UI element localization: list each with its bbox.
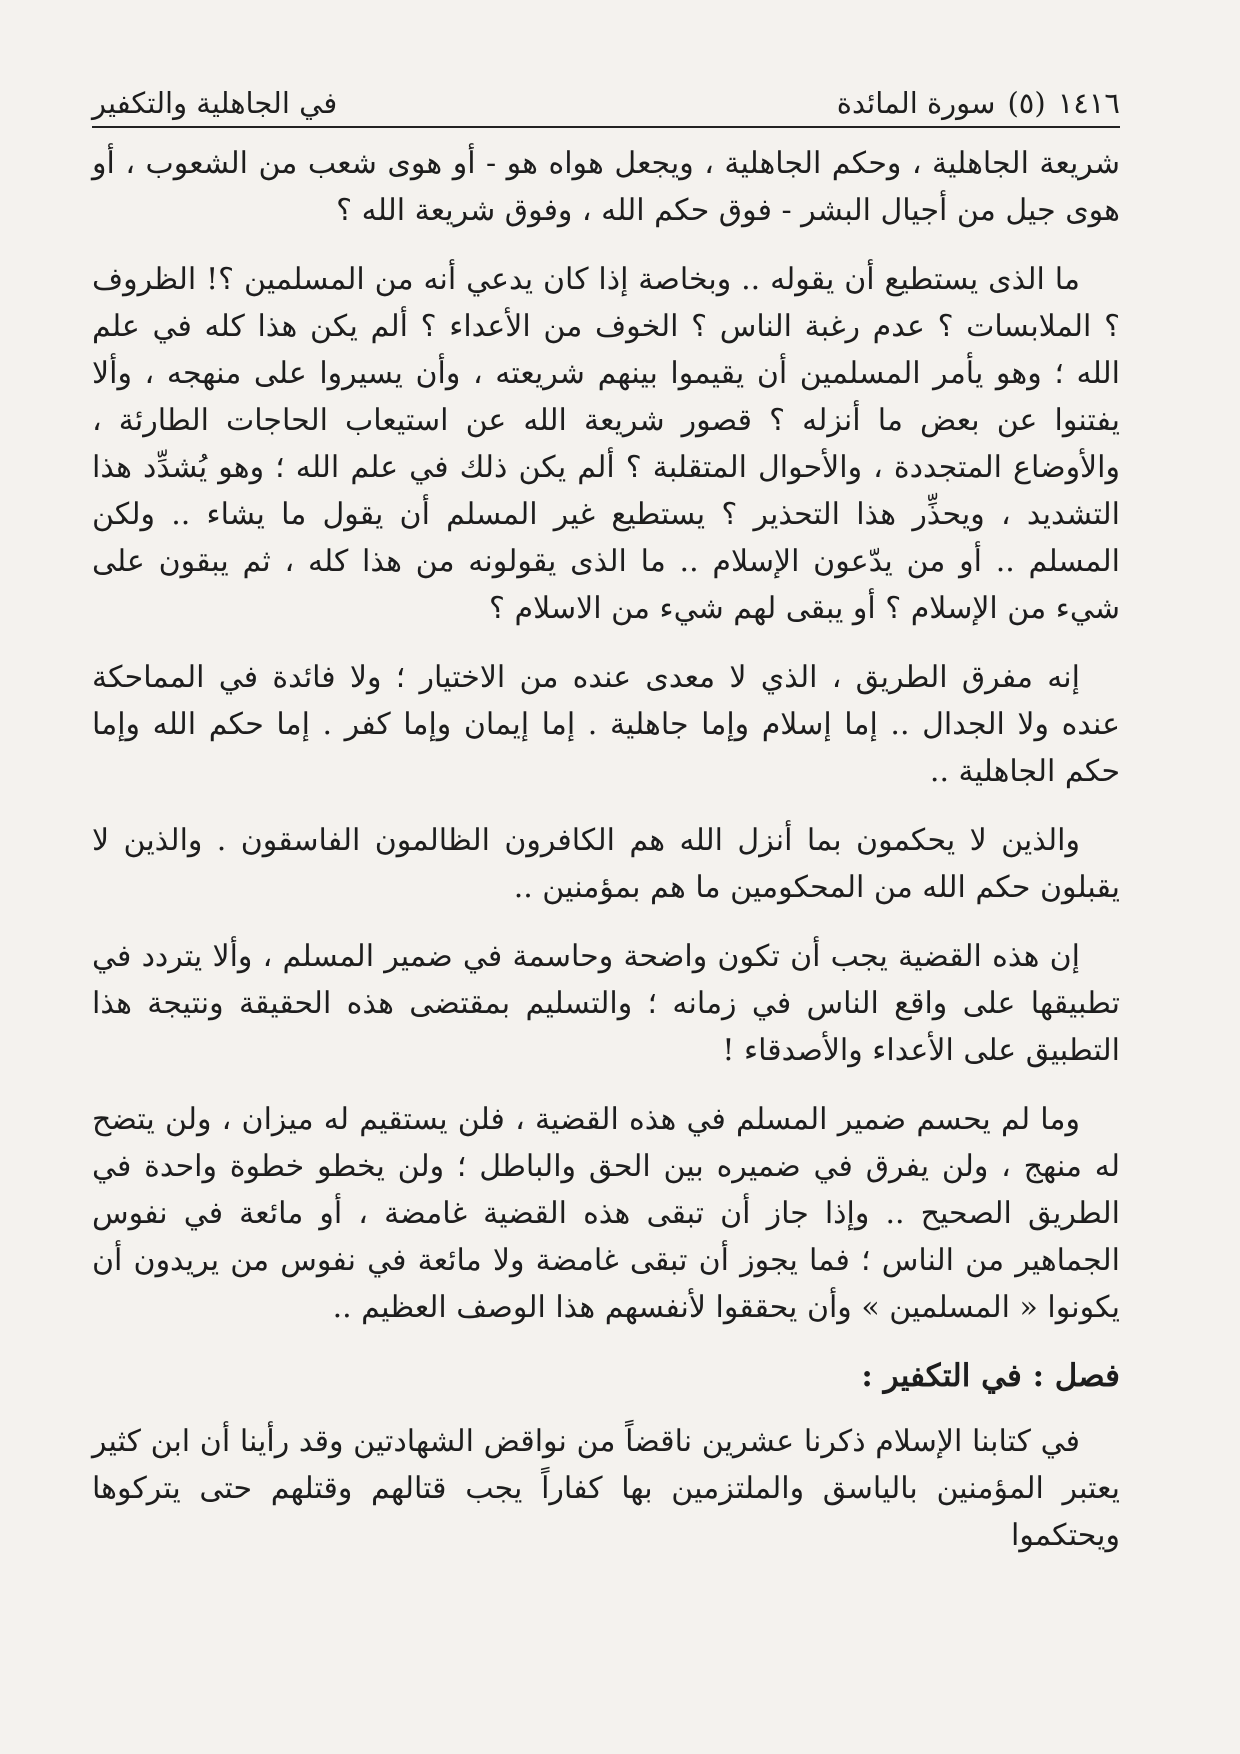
section-title: في الجاهلية والتكفير <box>92 86 338 120</box>
body-text <box>92 140 1120 1581</box>
surah-number: (٥) <box>1007 86 1046 120</box>
paragraph: إنه مفرق الطريق ، الذي لا معدى عنده من الاختيار ؛ ولا فائدة في المماحكة عنده ولا الجدال .. إما إسلام وإما جاهلية . إما إيمان وإما كفر . إما حكم الله وإما حكم الجاهلية .. <box>92 660 1120 789</box>
page-number: ١٤١٦ <box>1057 86 1120 120</box>
section-heading: فصل : في التكفير : <box>861 1358 1120 1394</box>
header-rule <box>92 126 1120 128</box>
running-header <box>92 58 1120 118</box>
surah-name: سورة المائدة <box>836 86 996 120</box>
paragraph: وما لم يحسم ضمير المسلم في هذه القضية ، فلن يستقيم له ميزان ، ولن يتضح له منهج ، ولن يفرق في ضميره بين الحق والباطل ؛ ولن يخطو خطوة واحدة في الطريق الصحيح .. وإذا جاز أن تبقى هذه القضية غامضة ، أو مائعة في نفوس الجماهير من الناس ؛ فما يجوز أن تبقى غامضة ولا مائعة في نفوس من يريدون أن يكونوا « المسلمين » وأن يحققوا لأنفسهم هذا الوصف العظيم .. <box>92 1102 1120 1325</box>
paragraph: إن هذه القضية يجب أن تكون واضحة وحاسمة في ضمير المسلم ، وألا يتردد في تطبيقها على واقع الناس في زمانه ؛ والتسليم بمقتضى هذه الحقيقة ونتيجة هذا التطبيق على الأعداء والأصدقاء ! <box>92 939 1120 1068</box>
header-right-group <box>836 86 1120 120</box>
paragraph: في كتابنا الإسلام ذكرنا عشرين ناقضاً من نواقض الشهادتين وقد رأينا أن ابن كثير يعتبر المؤمنين بالياسق والملتزمين بها كفاراً يجب قتالهم وقتلهم حتى يتركوها ويحتكموا <box>92 1424 1120 1553</box>
paragraph: ما الذى يستطيع أن يقوله .. وبخاصة إذا كان يدعي أنه من المسلمين ؟! الظروف ؟ الملابسات ؟ عدم رغبة الناس ؟ الخوف من الأعداء ؟ ألم يكن هذا كله في علم الله ؛ وهو يأمر المسلمين أن يقيموا بينهم شريعته ، وأن يسيروا على منهجه ، وألا يفتنوا عن بعض ما أنزله ؟ قصور شريعة الله عن استيعاب الحاجات الطارئة ، والأوضاع المتجددة ، والأحوال المتقلبة ؟ ألم يكن ذلك في علم الله ؛ وهو يُشدِّد هذا التشديد ، ويحذِّر هذا التحذير ؟ يستطيع غير المسلم أن يقول ما يشاء .. ولكن المسلم .. أو من يدّعون الإسلام .. ما الذى يقولونه من هذا كله ، ثم يبقون على شيء من الإسلام ؟ أو يبقى لهم شيء من الاسلام ؟ <box>92 262 1120 626</box>
paragraph: شريعة الجاهلية ، وحكم الجاهلية ، ويجعل هواه هو - أو هوى شعب من الشعوب ، أو هوى جيل من أجيال البشر - فوق حكم الله ، وفوق شريعة الله ؟ <box>92 146 1120 228</box>
paragraph: والذين لا يحكمون بما أنزل الله هم الكافرون الظالمون الفاسقون . والذين لا يقبلون حكم الله من المحكومين ما هم بمؤمنين .. <box>92 823 1120 905</box>
